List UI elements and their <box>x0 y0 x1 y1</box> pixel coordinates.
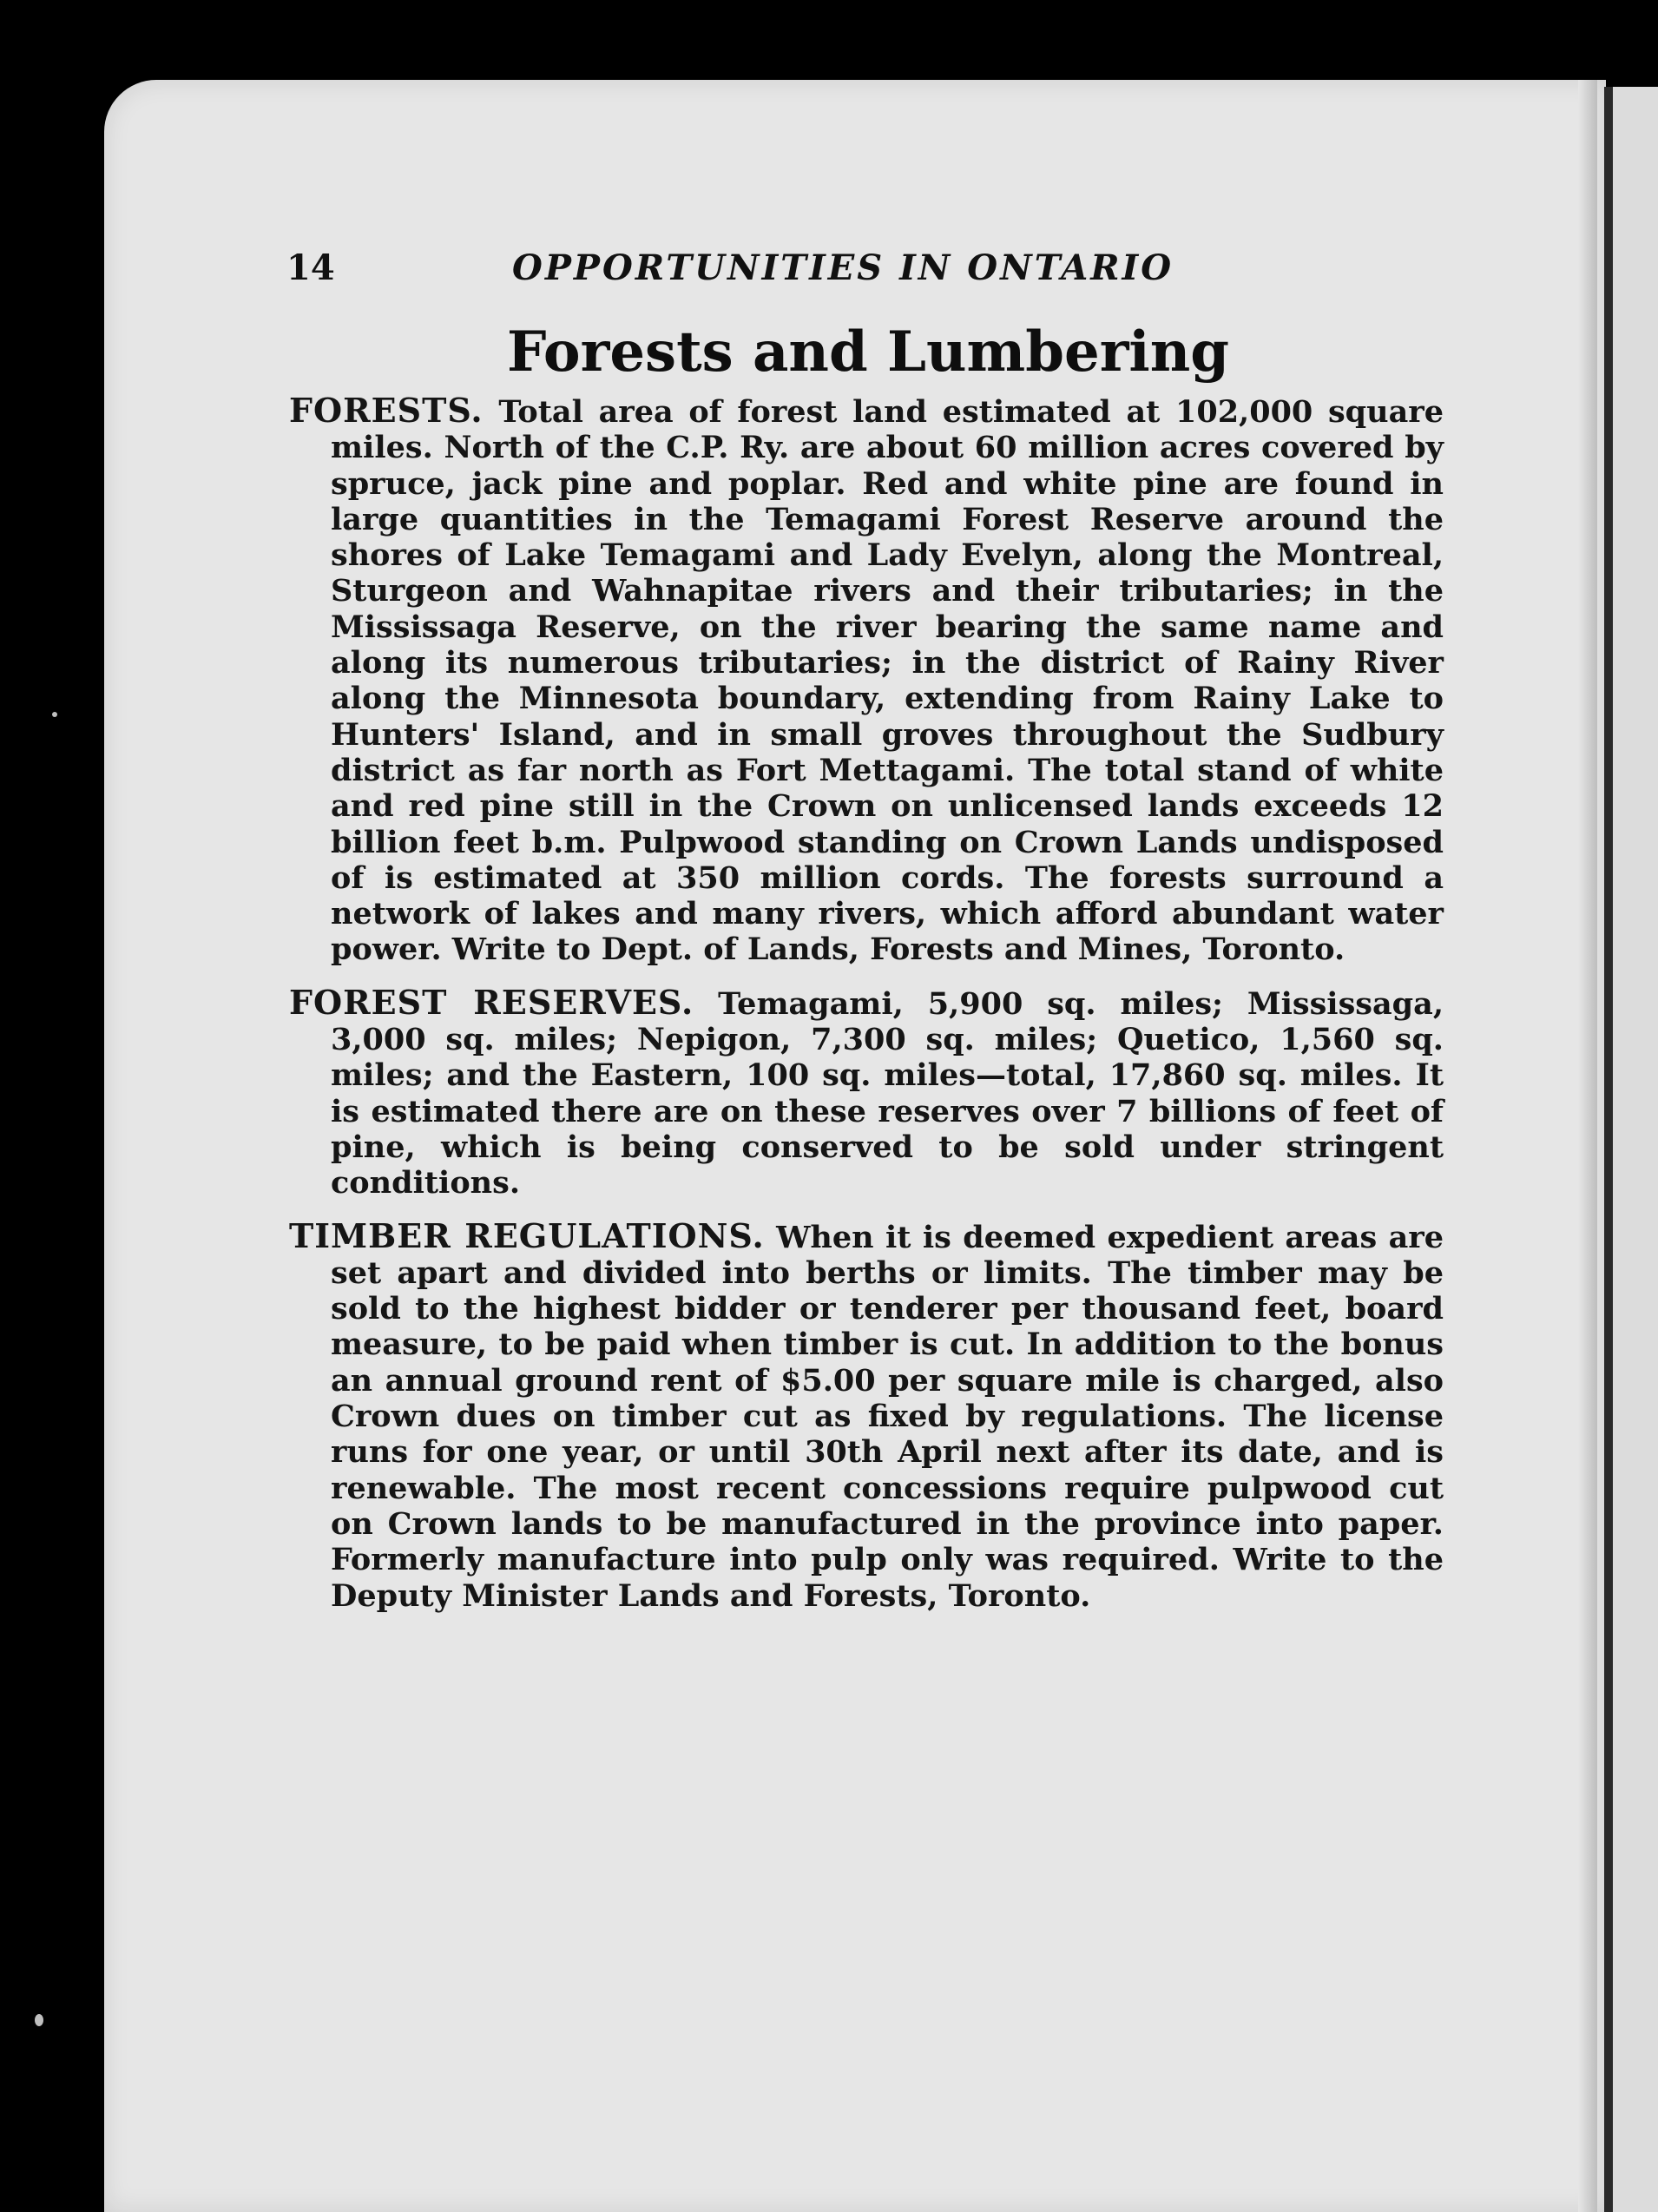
article-body <box>289 392 1444 1630</box>
section-text: When it is deemed expedient areas are set apart and divided into berths or limits. The timber may be sold to the highest bidder or tenderer per thousand feet, board measure, to be paid when timber is cut. In addition to the bonus an annual ground rent of $5.00 per square mile is charged, also Crown dues on timber cut as fixed by regulations. The license runs for one year, or until 30th April next after its date, and is renewable. The most recent concessions require pulpwood cut on Crown lands to be manufactured in the province into paper. Formerly manufacture into pulp only was required. Write to the Deputy Minister Lands and Forests, Toronto. <box>331 1219 1444 1614</box>
running-head: OPPORTUNITIES IN ONTARIO <box>512 247 1174 288</box>
section-heading: TIMBER REGULATIONS. <box>289 1215 765 1255</box>
section-heading: FORESTS. <box>289 391 484 430</box>
page-number: 14 <box>286 247 335 288</box>
page-header <box>286 247 1207 291</box>
paper-speck <box>52 712 57 717</box>
section-text: Total area of forest land estimated at 102,000 square miles. North of the C.P. Ry. are about 60 million acres covered by spruce, jack pine and poplar. Red and white pine are found in large quantities in the Temagami Forest Reserve around the shores of Lake Temagami and Lady Evelyn, along the Montreal, Sturgeon and Wahnapitae rivers and their tributaries; in the Mississaga Reserve, on the river bearing the same name and along its numerous tributaries; in the district of Rainy River along the Minnesota boundary, extending from Rainy Lake to Hunters' Island, and in small groves throughout the Sudbury district as far north as Fort Mettagami. The total stand of white and red pine still in the Crown on unlicensed lands exceeds 12 billion feet b.m. Pulpwood standing on Crown Lands undisposed of is estimated at 350 million cords. The forests surround a network of lakes and many rivers, which afford abundant water power. Write to Dept. of Lands, Forests and Mines, Toronto. <box>331 394 1444 968</box>
section-text: Temagami, 5,900 sq. miles; Mississaga, 3,000 sq. miles; Nepigon, 7,300 sq. miles; Quetico, 1,560 sq. miles; and the Eastern, 100 sq. miles—total, 17,860 sq. miles. It is estimated there are on these reserves over 7 billions of feet of pine, which is being conserved to be sold under stringent conditions. <box>331 985 1444 1201</box>
page-title: Forests and Lumbering <box>506 319 1230 385</box>
section-heading: FOREST RESERVES. <box>289 982 694 1022</box>
paper-speck <box>35 2014 43 2026</box>
section-forests <box>289 392 1444 968</box>
section-timber-regulations <box>289 1215 1444 1614</box>
adjacent-page-edge <box>1604 87 1658 2212</box>
section-forest-reserves <box>289 984 1444 1201</box>
page-gutter-shadow <box>1578 80 1597 2212</box>
